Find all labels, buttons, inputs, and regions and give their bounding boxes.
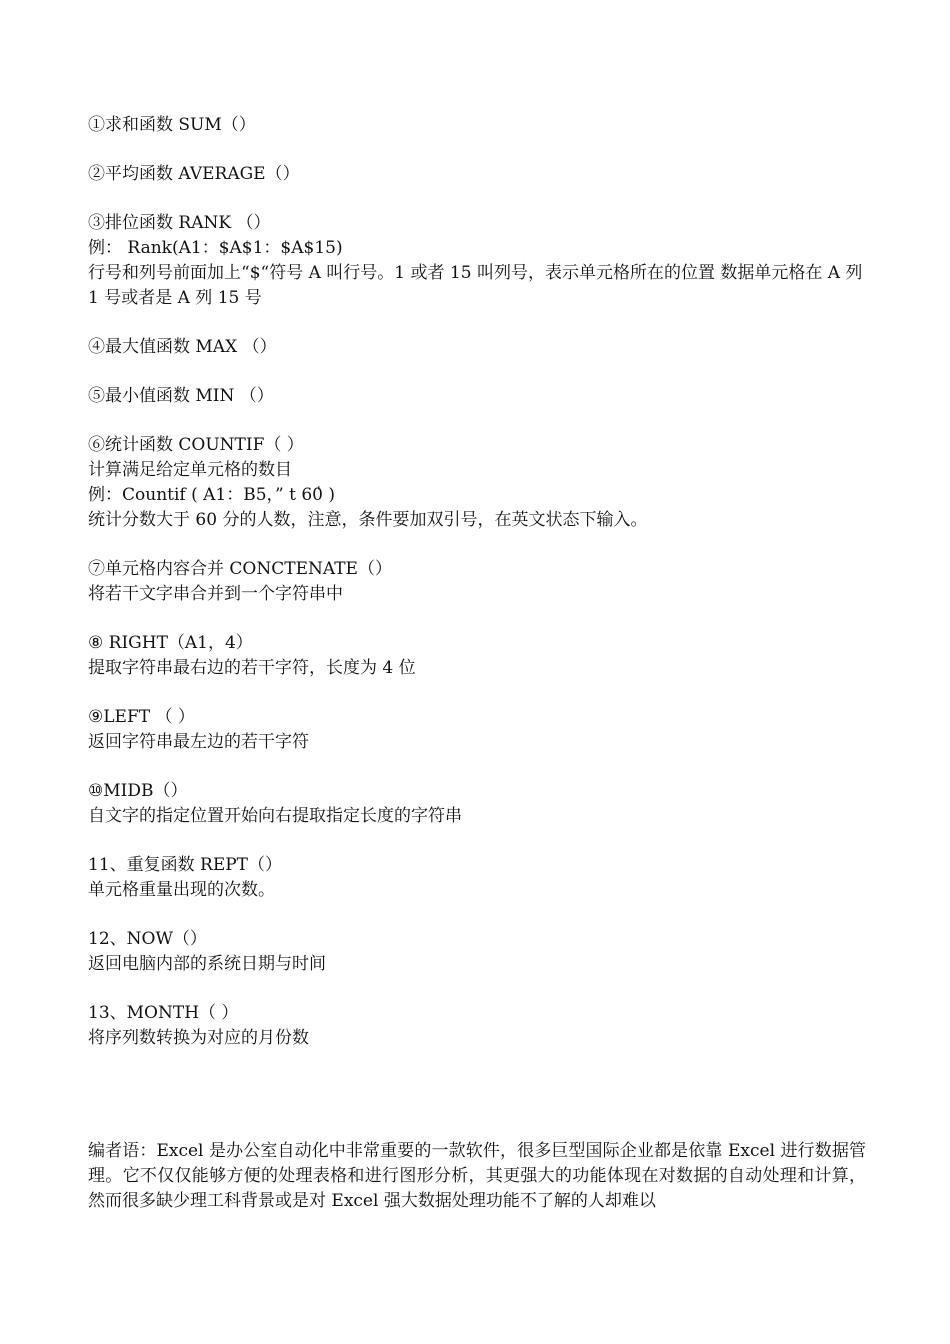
- function-description: 返回字符串最左边的若干字符: [88, 732, 309, 752]
- function-heading: 11、重复函数 REPT（）: [88, 855, 283, 875]
- function-heading: ⑤最小值函数 MIN （）: [88, 386, 274, 406]
- section-max: [88, 335, 866, 360]
- spacer: [88, 1075, 866, 1139]
- section-midb: [88, 779, 866, 829]
- function-heading: ④最大值函数 MAX （）: [88, 337, 277, 357]
- section-average: [88, 162, 866, 187]
- section-right: [88, 631, 866, 681]
- editor-note: 编者语：Excel 是办公室自动化中非常重要的一款软件，很多巨型国际企业都是依靠 Excel 进行数据管理。它不仅仅能够方便的处理表格和进行图形分析，其更强大的功能体现在对数据的自动处理和计算，然而很多缺少理工科背景或是对 Excel 强大数据处理功能不了解的人却难以: [88, 1141, 866, 1211]
- function-example: 例： Rank(A1：$A$1：$A$15): [88, 238, 343, 258]
- function-description: 返回电脑内部的系统日期与时间: [88, 954, 326, 974]
- section-left: [88, 705, 866, 755]
- section-min: [88, 384, 866, 409]
- section-rept: [88, 853, 866, 903]
- function-description: 单元格重量出现的次数。: [88, 880, 275, 900]
- section-concatenate: [88, 557, 866, 607]
- function-heading: ③排位函数 RANK （）: [88, 213, 271, 233]
- function-description: 将若干文字串合并到一个字符串中: [88, 584, 343, 604]
- section-sum: [88, 113, 866, 138]
- function-heading: ⑥统计函数 COUNTIF（ ）: [88, 435, 304, 455]
- function-heading: ⑩MIDB（）: [88, 781, 188, 801]
- function-heading: 13、MONTH（ ）: [88, 1003, 239, 1023]
- function-heading: ⑦单元格内容合并 CONCTENATE（）: [88, 559, 392, 579]
- function-description: 提取字符串最右边的若干字符，长度为 4 位: [88, 658, 416, 678]
- function-heading: ①求和函数 SUM（）: [88, 115, 256, 135]
- section-now: [88, 927, 866, 977]
- section-rank: [88, 211, 866, 311]
- function-heading: 12、NOW（）: [88, 929, 207, 949]
- function-heading: ②平均函数 AVERAGE（）: [88, 164, 300, 184]
- function-description: 计算满足给定单元格的数目: [88, 460, 292, 480]
- function-description: 行号和列号前面加上“$“符号 A 叫行号。1 或者 15 叫列号，表示单元格所在的位置 数据单元格在 A 列 1 号或者是 A 列 15 号: [88, 263, 868, 308]
- function-heading: ⑨LEFT （ ）: [88, 707, 195, 727]
- document-page: [88, 113, 866, 1214]
- function-description: 将序列数转换为对应的月份数: [88, 1028, 309, 1048]
- section-month: [88, 1001, 866, 1051]
- function-heading: ⑧ RIGHT（A1，4）: [88, 633, 253, 653]
- function-note: 统计分数大于 60 分的人数，注意，条件要加双引号，在英文状态下输入。: [88, 510, 648, 530]
- section-countif: [88, 433, 866, 533]
- function-description: 自文字的指定位置开始向右提取指定长度的字符串: [88, 806, 462, 826]
- function-example: 例：Countif ( A1：B5，” t 60̍ ): [88, 485, 336, 505]
